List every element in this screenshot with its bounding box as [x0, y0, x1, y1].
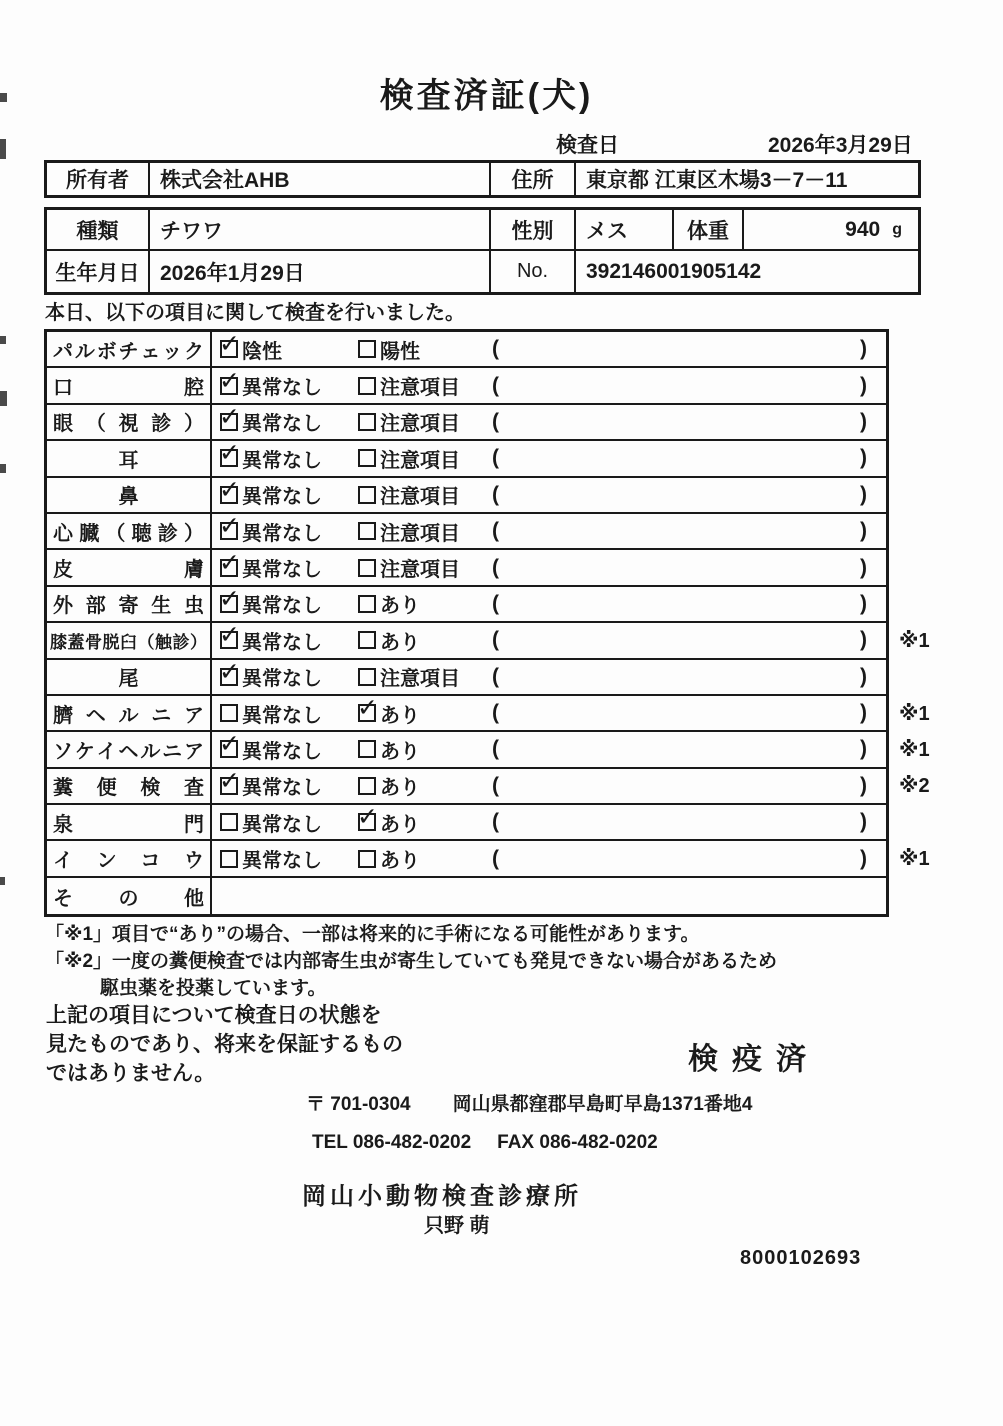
paren-open: ( [492, 337, 499, 361]
result-option [220, 441, 322, 475]
paren-close: ) [860, 482, 867, 506]
result-option [358, 623, 420, 657]
owner-label: 所有者 [47, 163, 150, 195]
result-option [220, 405, 322, 439]
checkbox-empty [220, 850, 238, 868]
inspection-date-label: 検査日 [556, 134, 619, 157]
result-option [358, 514, 460, 548]
item-result-area [212, 514, 886, 548]
item-label: 皮 膚 [47, 550, 212, 584]
paren-close: ) [860, 628, 867, 652]
paren-close: ) [860, 846, 867, 870]
checkbox-checked [220, 777, 238, 795]
checkbox-checked [220, 559, 238, 577]
checkbox-checked [358, 813, 376, 831]
paren-open: ( [492, 373, 499, 397]
sex-label: 性別 [491, 210, 576, 249]
option-label: 注意項目 [380, 413, 460, 436]
option-label: 異常なし [242, 631, 322, 654]
disclaimer-statement [46, 1001, 403, 1088]
result-option [358, 368, 460, 402]
paren-close: ) [860, 664, 867, 688]
weight-unit: g [892, 220, 902, 238]
paren-close: ) [860, 737, 867, 761]
inspection-row [47, 732, 930, 768]
paren-close: ) [860, 701, 867, 725]
paren-open: ( [492, 773, 499, 797]
weight-number: 940 [845, 217, 881, 241]
scan-artifact [0, 336, 6, 344]
inspection-row [47, 550, 886, 586]
item-result-area [212, 769, 886, 803]
checkbox-checked [220, 486, 238, 504]
disclaimer-line-1: 上記の項目について検査日の状態を [46, 1004, 382, 1027]
checkbox-empty [358, 850, 376, 868]
paren-open: ( [492, 737, 499, 761]
disclaimer-line-2: 見たものであり、将来を保証するもの [46, 1033, 403, 1056]
clinic-tel: TEL 086-482-0202 [312, 1132, 472, 1153]
checkbox-checked [220, 340, 238, 358]
disclaimer-line-3: ではありません。 [46, 1062, 216, 1085]
option-label: あり [380, 740, 420, 763]
footnote-mark: ※1 [899, 629, 930, 652]
option-label: あり [380, 704, 420, 727]
result-option [220, 696, 322, 730]
item-label: 膝 蓋 骨 脱 臼 （ 触 診 ） [47, 623, 212, 657]
item-result-area [212, 478, 886, 512]
owner-name: 株式会社AHB [150, 163, 491, 195]
item-result-area [212, 332, 886, 366]
item-result-area [212, 623, 886, 657]
item-label: 心 臓 （ 聴 診 ） [47, 514, 212, 548]
address-value: 東京都 江東区木場3－7－11 [586, 169, 848, 192]
option-label: あり [380, 631, 420, 654]
result-option [358, 696, 420, 730]
item-label: 泉 門 [47, 805, 212, 839]
result-option [220, 841, 322, 875]
inspection-row [47, 696, 930, 732]
checkbox-checked [220, 668, 238, 686]
result-option [220, 514, 322, 548]
paren-close: ) [860, 446, 867, 470]
checkbox-checked [220, 631, 238, 649]
birthdate-label: 生年月日 [47, 251, 150, 292]
option-label: 陽性 [380, 340, 420, 363]
checkbox-checked [358, 704, 376, 722]
clinic-contact-line [312, 1132, 658, 1154]
item-label: 鼻 [47, 478, 212, 512]
option-label: 異常なし [242, 413, 322, 436]
option-label: あり [380, 850, 420, 873]
item-label: ソ ケ イ ヘ ル ニ ア [47, 732, 212, 766]
result-option [358, 405, 460, 439]
no-label: No. [491, 251, 576, 292]
checkbox-empty [358, 559, 376, 577]
option-label: 異常なし [242, 486, 322, 509]
result-option [358, 805, 420, 839]
footnote-2-continued: 駆虫薬を投薬しています。 [100, 978, 327, 999]
inspection-row [47, 587, 886, 623]
option-label: 異常なし [242, 668, 322, 691]
option-label: 注意項目 [380, 522, 460, 545]
paren-open: ( [492, 664, 499, 688]
item-result-area [212, 441, 886, 475]
inspection-row [47, 623, 930, 659]
result-option [220, 478, 322, 512]
checkbox-empty [358, 340, 376, 358]
checkbox-checked [220, 522, 238, 540]
inspection-row [47, 478, 886, 514]
checkbox-empty [220, 704, 238, 722]
option-label: 注意項目 [380, 668, 460, 691]
paren-close: ) [860, 810, 867, 834]
option-label: 異常なし [242, 559, 322, 582]
owner-table [44, 160, 921, 198]
option-label: 異常なし [242, 850, 322, 873]
option-label: 異常なし [242, 740, 322, 763]
option-label: 異常なし [242, 813, 322, 836]
checkbox-empty [220, 813, 238, 831]
option-label: 注意項目 [380, 449, 460, 472]
footnote-2: 「※2」一度の糞便検査では内部寄生虫が寄生していても発見できない場合があるため [45, 951, 778, 972]
inspection-row [47, 878, 886, 914]
item-label: 臍 ヘ ル ニ ア [47, 696, 212, 730]
paren-open: ( [492, 701, 499, 725]
result-option [358, 332, 420, 366]
clinic-address: 岡山県都窪郡早島町早島1371番地4 [452, 1094, 753, 1115]
intro-text: 本日、以下の項目に関して検査を行いました。 [45, 302, 465, 324]
postal-code: 〒 701-0304 [306, 1094, 411, 1115]
checkbox-empty [358, 668, 376, 686]
item-label: 口 腔 [47, 368, 212, 402]
item-result-area [212, 587, 886, 621]
paren-close: ) [860, 591, 867, 615]
result-option [358, 769, 420, 803]
paren-open: ( [492, 591, 499, 615]
item-result-area [212, 696, 886, 730]
paren-open: ( [492, 519, 499, 543]
item-result-area [212, 805, 886, 839]
veterinarian-name: 只野 萌 [424, 1215, 490, 1237]
item-result-area [212, 732, 886, 766]
item-result-area [212, 841, 886, 875]
address-label: 住所 [491, 163, 576, 195]
inspection-date-value: 2026年3月29日 [768, 134, 913, 157]
result-option [220, 623, 322, 657]
result-option [358, 478, 460, 512]
weight-value [744, 210, 918, 249]
animal-table [44, 207, 921, 295]
paren-close: ) [860, 373, 867, 397]
option-label: あり [380, 595, 420, 618]
page-title: 検査済証(犬) [379, 77, 594, 115]
option-label: 異常なし [242, 704, 322, 727]
inspection-row [47, 660, 886, 696]
paren-open: ( [492, 409, 499, 433]
result-option [358, 550, 460, 584]
checkbox-checked [220, 413, 238, 431]
item-result-area [212, 368, 886, 402]
item-label: 尾 [47, 660, 212, 694]
checkbox-checked [220, 595, 238, 613]
paren-close: ) [860, 519, 867, 543]
item-result-area [212, 660, 886, 694]
option-label: 異常なし [242, 777, 322, 800]
option-label: 異常なし [242, 449, 322, 472]
checkbox-checked [220, 377, 238, 395]
scan-artifact [0, 139, 6, 159]
inspection-row [47, 514, 886, 550]
paren-open: ( [492, 482, 499, 506]
paren-open: ( [492, 628, 499, 652]
scan-artifact [0, 464, 6, 473]
paren-open: ( [492, 555, 499, 579]
footnote-mark: ※2 [899, 775, 930, 798]
option-label: 陰性 [242, 340, 282, 363]
paren-close: ) [860, 337, 867, 361]
option-label: 異常なし [242, 522, 322, 545]
checkbox-empty [358, 449, 376, 467]
result-option [220, 732, 322, 766]
checkbox-checked [220, 740, 238, 758]
item-result-area [212, 405, 886, 439]
item-label: 耳 [47, 441, 212, 475]
result-option [358, 441, 460, 475]
checkbox-empty [358, 595, 376, 613]
option-label: 異常なし [242, 377, 322, 400]
item-label: パ ル ボ チ ェ ッ ク [47, 332, 212, 366]
result-option [358, 732, 420, 766]
option-label: 注意項目 [380, 377, 460, 400]
scan-artifact [0, 391, 7, 406]
item-label: そ の 他 [47, 878, 212, 914]
item-result-area [212, 550, 886, 584]
clinic-name: 岡山小動物検査診療所 [302, 1183, 582, 1210]
paren-open: ( [492, 446, 499, 470]
inspection-row [47, 405, 886, 441]
inspection-row [47, 805, 886, 841]
birthdate-value: 2026年1月29日 [150, 251, 491, 292]
result-option [220, 805, 322, 839]
serial-number: 8000102693 [740, 1247, 862, 1269]
result-option [358, 587, 420, 621]
paren-open: ( [492, 810, 499, 834]
paren-close: ) [860, 409, 867, 433]
quarantine-passed-stamp: 検疫済 [688, 1043, 820, 1076]
inspection-row [47, 332, 886, 368]
checkbox-empty [358, 740, 376, 758]
option-label: あり [380, 813, 420, 836]
paren-close: ) [860, 555, 867, 579]
item-label: 眼 （ 視 診 ） [47, 405, 212, 439]
clinic-fax: FAX 086-482-0202 [497, 1132, 658, 1153]
result-option [220, 368, 322, 402]
checkbox-empty [358, 522, 376, 540]
inspection-row [47, 441, 886, 477]
checkbox-empty [358, 777, 376, 795]
item-result-area [212, 878, 886, 914]
checkbox-empty [358, 631, 376, 649]
result-option [220, 550, 322, 584]
footnote-mark: ※1 [899, 702, 930, 725]
species-value: チワワ [150, 210, 491, 249]
checkbox-empty [358, 486, 376, 504]
result-option [358, 660, 460, 694]
paren-open: ( [492, 846, 499, 870]
item-label: 糞 便 検 査 [47, 769, 212, 803]
result-option [220, 769, 322, 803]
option-label: 異常なし [242, 595, 322, 618]
footnote-1: 「※1」項目で“あり”の場合、一部は将来的に手術になる可能性があります。 [45, 924, 700, 945]
item-label: イ ン コ ウ [47, 841, 212, 875]
scan-artifact [0, 877, 5, 885]
result-option [358, 841, 420, 875]
checkbox-empty [358, 413, 376, 431]
no-value: 392146001905142 [586, 259, 762, 283]
checkbox-empty [358, 377, 376, 395]
option-label: 注意項目 [380, 559, 460, 582]
weight-label: 体重 [674, 210, 744, 249]
option-label: 注意項目 [380, 486, 460, 509]
clinic-address-line [306, 1089, 752, 1116]
footnote-mark: ※1 [899, 738, 930, 761]
checkbox-checked [220, 449, 238, 467]
species-label: 種類 [47, 210, 150, 249]
result-option [220, 587, 322, 621]
item-label: 外 部 寄 生 虫 [47, 587, 212, 621]
inspection-table [44, 329, 930, 917]
inspection-row [47, 368, 886, 404]
result-option [220, 332, 282, 366]
inspection-row [47, 841, 930, 877]
option-label: あり [380, 777, 420, 800]
inspection-row [47, 769, 930, 805]
paren-close: ) [860, 773, 867, 797]
footnote-mark: ※1 [899, 848, 930, 871]
result-option [220, 660, 322, 694]
sex-value: メス [576, 210, 674, 249]
